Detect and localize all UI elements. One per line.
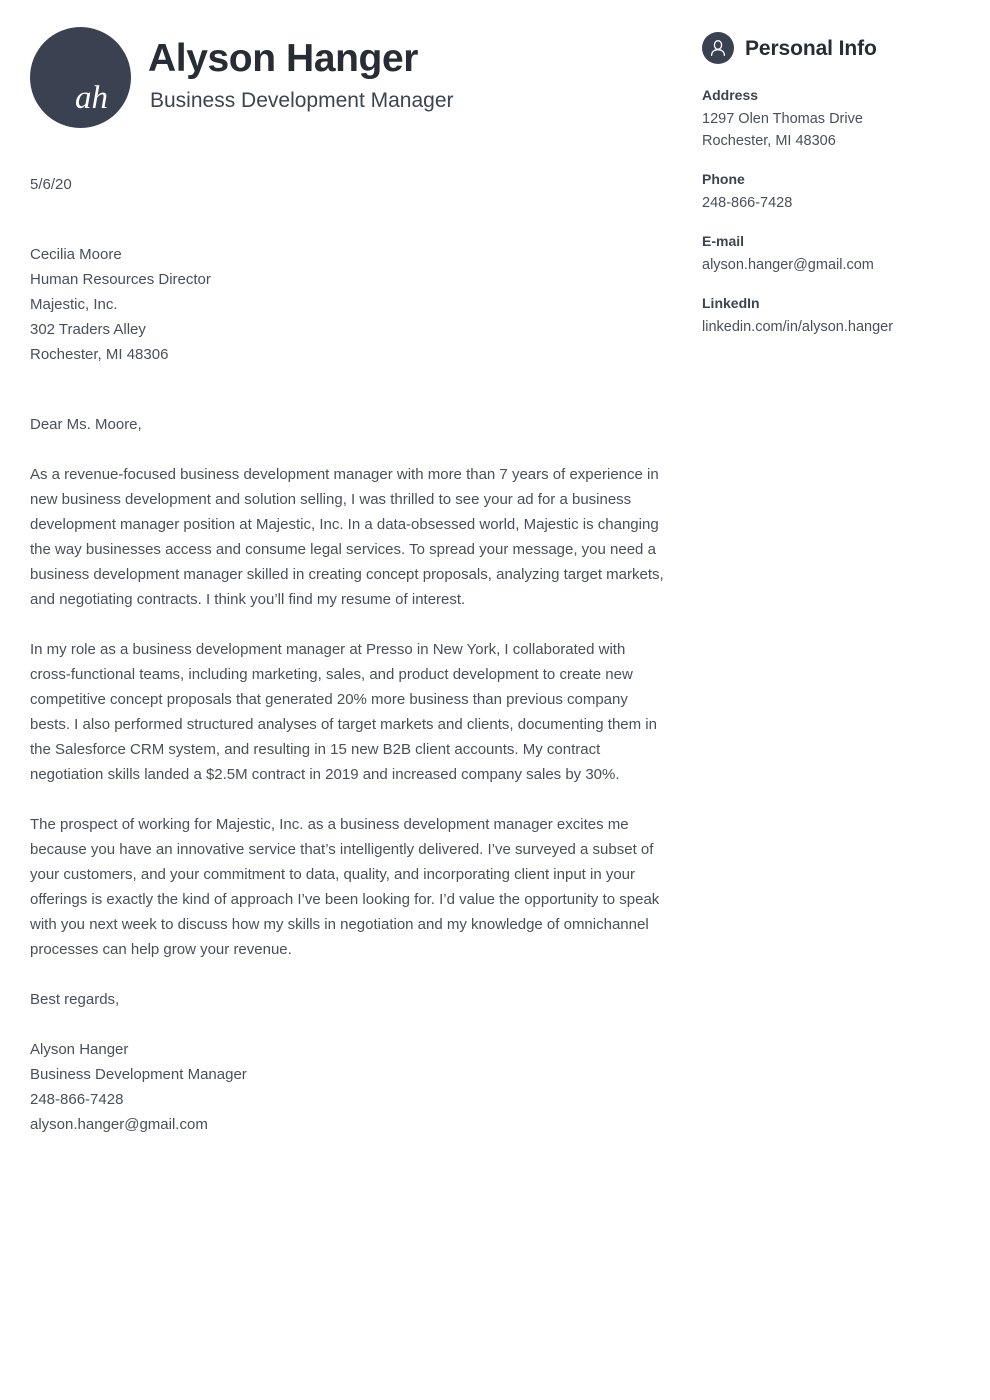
letter-date: 5/6/20: [30, 176, 72, 193]
recipient-line: Human Resources Director: [30, 271, 211, 288]
signature-line: 248-866-7428: [30, 1091, 124, 1108]
info-label: E-mail: [702, 233, 745, 249]
info-label: Address: [702, 87, 759, 103]
signature-line: alyson.hanger@gmail.com: [30, 1116, 208, 1133]
salutation: Dear Ms. Moore,: [30, 416, 142, 433]
body-paragraph: The prospect of working for Majestic, Inc. as a business development manager excites me because you have an innovative service that’s intelligently delivered. I’ve surveyed a subset of your customers, and your commitment to data, quality, and incorporating client input in your offerings is exactly the kind of approach I’ve been looking for. I’d value the opportunity to speak with you next week to discuss how my skills in negotiation and my knowledge of omnichannel processes can help grow your revenue.: [30, 816, 660, 958]
page-title: Alyson Hanger: [148, 37, 419, 81]
personal-info-sidebar: [702, 32, 962, 354]
info-label: Phone: [702, 171, 745, 187]
info-value: 248-866-7428: [702, 195, 793, 211]
letter-header: [30, 0, 670, 128]
signature-line: Business Development Manager: [30, 1066, 247, 1083]
info-label: LinkedIn: [702, 295, 760, 311]
job-title: Business Development Manager: [150, 89, 454, 113]
recipient-line: Cecilia Moore: [30, 246, 122, 263]
recipient-line: 302 Traders Alley: [30, 321, 146, 338]
info-value: Rochester, MI 48306: [702, 133, 836, 149]
sidebar-header: [702, 32, 962, 64]
info-group-email: [702, 230, 962, 276]
info-group-phone: [702, 168, 962, 214]
recipient-line: Majestic, Inc.: [30, 296, 118, 313]
info-value[interactable]: alyson.hanger@gmail.com: [702, 257, 874, 273]
letter-body: [30, 462, 665, 962]
recipient-address-block: [30, 242, 670, 367]
info-group-address: [702, 84, 962, 152]
info-value[interactable]: linkedin.com/in/alyson.hanger: [702, 319, 894, 335]
avatar: [30, 27, 131, 128]
info-value: 1297 Olen Thomas Drive: [702, 111, 863, 127]
sidebar-title: Personal Info: [745, 36, 877, 60]
body-paragraph: As a revenue-focused business development manager with more than 7 years of experience in new business development and solution selling, I was thrilled to see your ad for a business development manager position at Majestic, Inc. In a data-obsessed world, Majestic is changing the way businesses access and consume legal services. To spread your message, you need a business development manager skilled in creating concept proposals, analyzing target markets, and negotiating contracts. I think you’ll find my resume of interest.: [30, 466, 664, 608]
body-paragraph: In my role as a business development manager at Presso in New York, I collaborated with cross-functional teams, including marketing, sales, and product development to create new competitive concept proposals that generated 20% more business than previous company bests. I also performed structured analyses of target markets and clients, documenting them in the Salesforce CRM system, and resulting in 15 new B2B client accounts. My contract negotiation skills landed a $2.5M contract in 2019 and increased company sales by 30%.: [30, 641, 657, 783]
person-icon: [702, 32, 734, 64]
header-text-block: [148, 38, 454, 116]
recipient-line: Rochester, MI 48306: [30, 346, 169, 363]
closing-line: Best regards,: [30, 991, 120, 1008]
info-group-linkedin: [702, 292, 962, 338]
letter-column: [30, 0, 670, 1137]
avatar-monogram: ah: [75, 80, 108, 116]
signature-block: [30, 1037, 670, 1137]
signature-line: Alyson Hanger: [30, 1041, 129, 1058]
